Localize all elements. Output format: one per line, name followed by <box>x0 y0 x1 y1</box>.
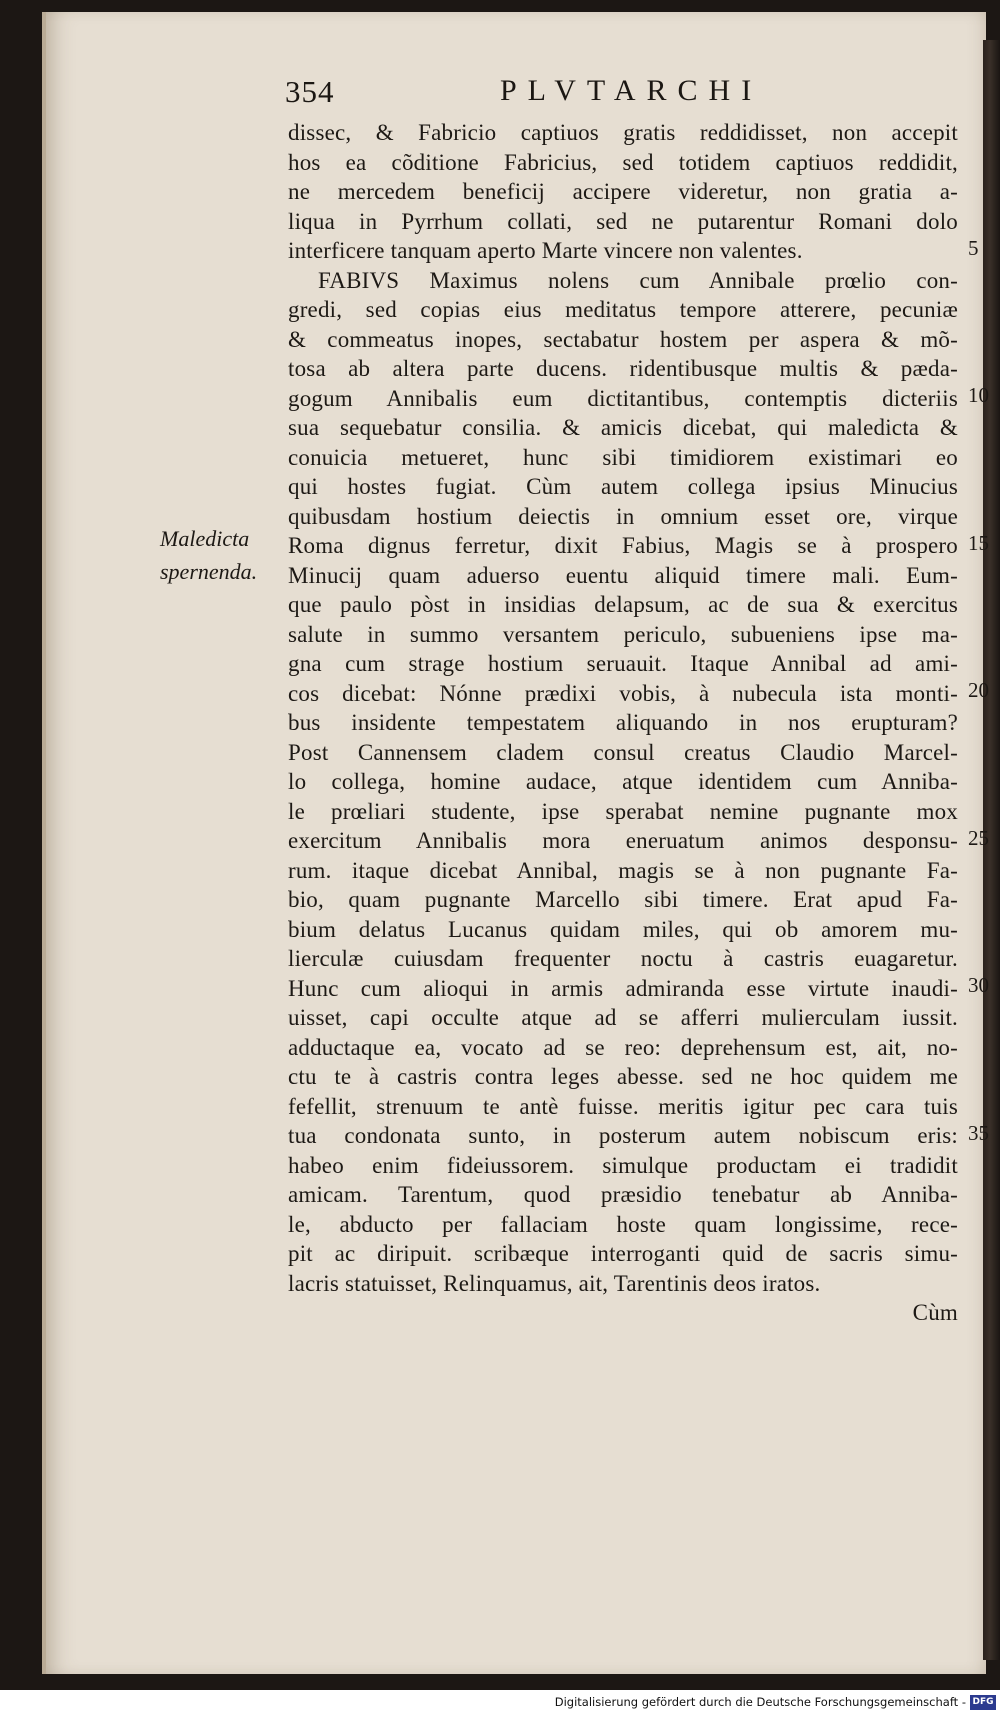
text-line: pit ac diripuit. scribæque interroganti quid de sacris simu- <box>288 1241 958 1266</box>
text-line: gredi, sed copias eius meditatus tempore atterere, pecuniæ <box>288 297 958 322</box>
text-line: bio, quam pugnante Marcello sibi timere. Erat apud Fa- <box>288 887 958 912</box>
text-line: tosa ab altera parte ducens. ridentibusque multis & pæda- <box>288 356 958 381</box>
text-line: FABIVS Maximus nolens cum Annibale prœlio con- <box>318 267 958 293</box>
dfg-logo-icon: DFG <box>970 1695 996 1710</box>
text-line: que paulo pòst in insidias delapsum, ac de sua & exercitus <box>288 592 958 617</box>
text-line: liqua in Pyrrhum collati, sed ne putarentur Romani dolo <box>288 208 958 234</box>
text-line: hos ea cõditione Fabricius, sed totidem captiuos reddidit, <box>288 149 958 175</box>
line-number: 5 <box>968 236 979 260</box>
page-header <box>285 74 985 118</box>
text-line: le, abducto per fallaciam hoste quam longissime, rece- <box>288 1211 958 1237</box>
text-line: bium delatus Lucanus quidam miles, qui ob amorem mu- <box>288 916 958 942</box>
text-line: rum. itaque dicebat Annibal, magis se à non pugnante Fa- <box>288 857 958 883</box>
text-line: Post Cannensem cladem consul creatus Claudio Marcel- <box>288 739 958 765</box>
text-line: habeo enim fideiussorem. simulque productam ei tradidit <box>288 1152 958 1178</box>
line-number: 35 <box>968 1121 989 1145</box>
text-line: le prœliari studente, ipse sperabat nemine pugnante mox <box>288 798 958 824</box>
line-number: 25 <box>968 826 989 850</box>
text-line: interficere tanquam aperto Marte vincere non valentes. <box>288 238 803 263</box>
text-line: Hunc cum alioqui in armis admiranda esse virtute inaudi- <box>288 975 958 1001</box>
text-line: lierculæ cuiusdam frequenter noctu à castris euagaretur. <box>288 946 958 971</box>
margin-note-line: spernenda. <box>160 559 258 584</box>
text-line: Roma dignus ferretur, dixit Fabius, Magis se à prospero <box>288 533 958 558</box>
text-line: lacris statuisset, Relinquamus, ait, Tarentinis deos iratos. <box>288 1270 821 1296</box>
text-line: conuicia metueret, hunc sibi timidiorem existimari eo <box>288 444 958 470</box>
text-line: salute in summo versantem periculo, subueniens ipse ma- <box>288 621 958 647</box>
margin-note <box>160 522 285 588</box>
text-line: gna cum strage hostium seruauit. Itaque Annibal ad ami- <box>288 651 958 676</box>
footer-bar <box>0 1690 1000 1717</box>
line-number: 10 <box>968 383 989 407</box>
text-line: amicam. Tarentum, quod præsidio tenebatur ab Anniba- <box>288 1182 958 1207</box>
catchword: Cùm <box>912 1300 958 1325</box>
funding-credit: Digitalisierung gefördert durch die Deutsche Forschungsgemeinschaft - <box>554 1695 966 1709</box>
line-number: 30 <box>968 973 989 997</box>
text-line: exercitum Annibalis mora eneruatum animos desponsu- <box>288 828 958 853</box>
margin-note-line: Maledicta <box>160 526 250 551</box>
text-line: fefellit, strenuum te antè fuisse. meritis igitur pec cara tuis <box>288 1093 958 1119</box>
text-line: quibusdam hostium deiectis in omnium esset ore, virque <box>288 503 958 529</box>
text-line: ctu te à castris contra leges abesse. sed ne hoc quidem me <box>288 1064 958 1089</box>
text-line: & commeatus inopes, sectabatur hostem per aspera & mõ- <box>288 326 958 352</box>
text-line: ne mercedem beneficij accipere videretur, non gratia a- <box>288 179 958 204</box>
text-line: bus insidente tempestatem aliquando in nos erupturam? <box>288 710 958 735</box>
text-line: adductaque ea, vocato ad se reo: deprehensum est, ait, no- <box>288 1034 958 1060</box>
text-line: Minucij quam aduerso euentu aliquid timere mali. Eum- <box>288 562 958 588</box>
text-line: uisset, capi occulte atque ad se afferri mulierculam iussit. <box>288 1005 958 1030</box>
page-number: 354 <box>285 74 335 109</box>
body-text <box>288 118 958 1328</box>
line-number: 15 <box>968 531 989 555</box>
text-line: tua condonata sunto, in posterum autem nobiscum eris: <box>288 1123 958 1148</box>
text-line: gogum Annibalis eum dictitantibus, contemptis dicteriis <box>288 385 958 411</box>
text-line: sua sequebatur consilia. & amicis dicebat, qui maledicta & <box>288 415 958 440</box>
text-line: cos dicebat: Nónne prædixi vobis, à nubecula ista monti- <box>288 680 958 706</box>
text-line: dissec, & Fabricio captiuos gratis reddidisset, non accepit <box>288 120 958 145</box>
text-line: qui hostes fugiat. Cùm autem collega ipsius Minucius <box>288 474 958 499</box>
line-number: 20 <box>968 678 989 702</box>
text-line: lo collega, homine audace, atque identidem cum Anniba- <box>288 769 958 794</box>
running-head: PLVTARCHI <box>500 74 763 107</box>
